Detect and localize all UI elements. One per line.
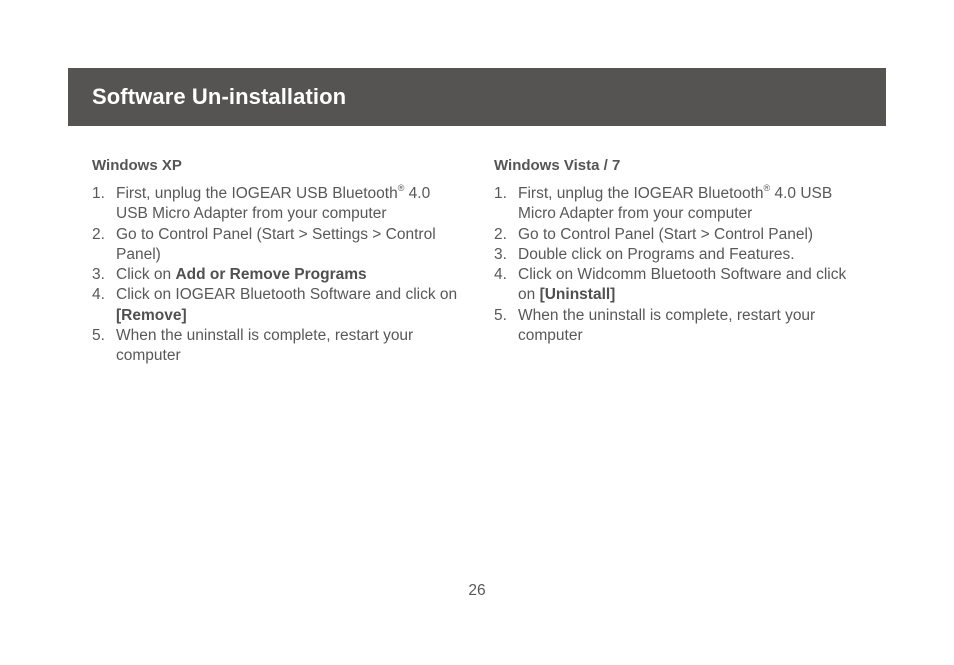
step-text: 4.0 USB Micro Adapter from your computer: [518, 185, 833, 223]
xp-step-5: [92, 326, 462, 367]
step-text: Click on Widcomm Bluetooth Software and click on: [518, 266, 847, 304]
vista-step-5: [494, 306, 856, 347]
step-number: 2.: [92, 225, 105, 243]
windows-vista-section: [494, 156, 856, 346]
page-title: Software Un-installation: [92, 84, 347, 109]
step-text: 4.0 USB Micro Adapter from your computer: [116, 185, 431, 223]
windows-vista-steps: [494, 184, 856, 346]
xp-step-1: [92, 184, 462, 225]
step-number: 2.: [494, 225, 507, 243]
step-text: Go to Control Panel (Start > Settings > Control Panel): [116, 225, 436, 263]
registered-mark: ®: [397, 182, 405, 193]
step-number: 1.: [92, 185, 105, 202]
step-text: Click on: [116, 266, 176, 284]
step-bold-text: [Remove]: [116, 306, 187, 324]
step-number: 3.: [494, 245, 507, 263]
step-text: First, unplug the IOGEAR Bluetooth: [518, 185, 764, 202]
step-number: 1.: [494, 185, 507, 202]
step-number: 4.: [92, 286, 105, 304]
windows-xp-heading: Windows XP: [92, 157, 182, 174]
page-number: 26: [468, 582, 486, 599]
vista-step-4: [494, 265, 856, 306]
step-text: When the uninstall is complete, restart your computer: [116, 327, 414, 365]
step-number: 3.: [92, 266, 105, 284]
xp-step-3: [92, 265, 462, 285]
windows-xp-section: [92, 156, 462, 367]
step-number: 4.: [494, 266, 507, 284]
step-number: 5.: [494, 306, 507, 324]
step-bold-text: Add or Remove Programs: [175, 266, 367, 284]
step-bold-text: [Uninstall]: [539, 286, 616, 304]
vista-step-3: [494, 245, 856, 265]
vista-step-2: [494, 225, 856, 245]
registered-mark: ®: [763, 182, 771, 193]
step-text: When the uninstall is complete, restart your computer: [518, 306, 816, 345]
xp-step-4: [92, 285, 462, 326]
step-text: Double click on Programs and Features.: [518, 245, 795, 263]
windows-xp-steps: [92, 184, 462, 367]
vista-step-1: [494, 184, 856, 225]
step-text: Click on IOGEAR Bluetooth Software and click on: [116, 286, 458, 304]
section-header: [68, 68, 886, 126]
step-text: First, unplug the IOGEAR USB Bluetooth: [116, 185, 398, 202]
step-text: Go to Control Panel (Start > Control Panel): [518, 225, 814, 243]
xp-step-2: [92, 225, 462, 266]
step-number: 5.: [92, 327, 105, 345]
windows-vista-heading: Windows Vista / 7: [494, 157, 621, 174]
